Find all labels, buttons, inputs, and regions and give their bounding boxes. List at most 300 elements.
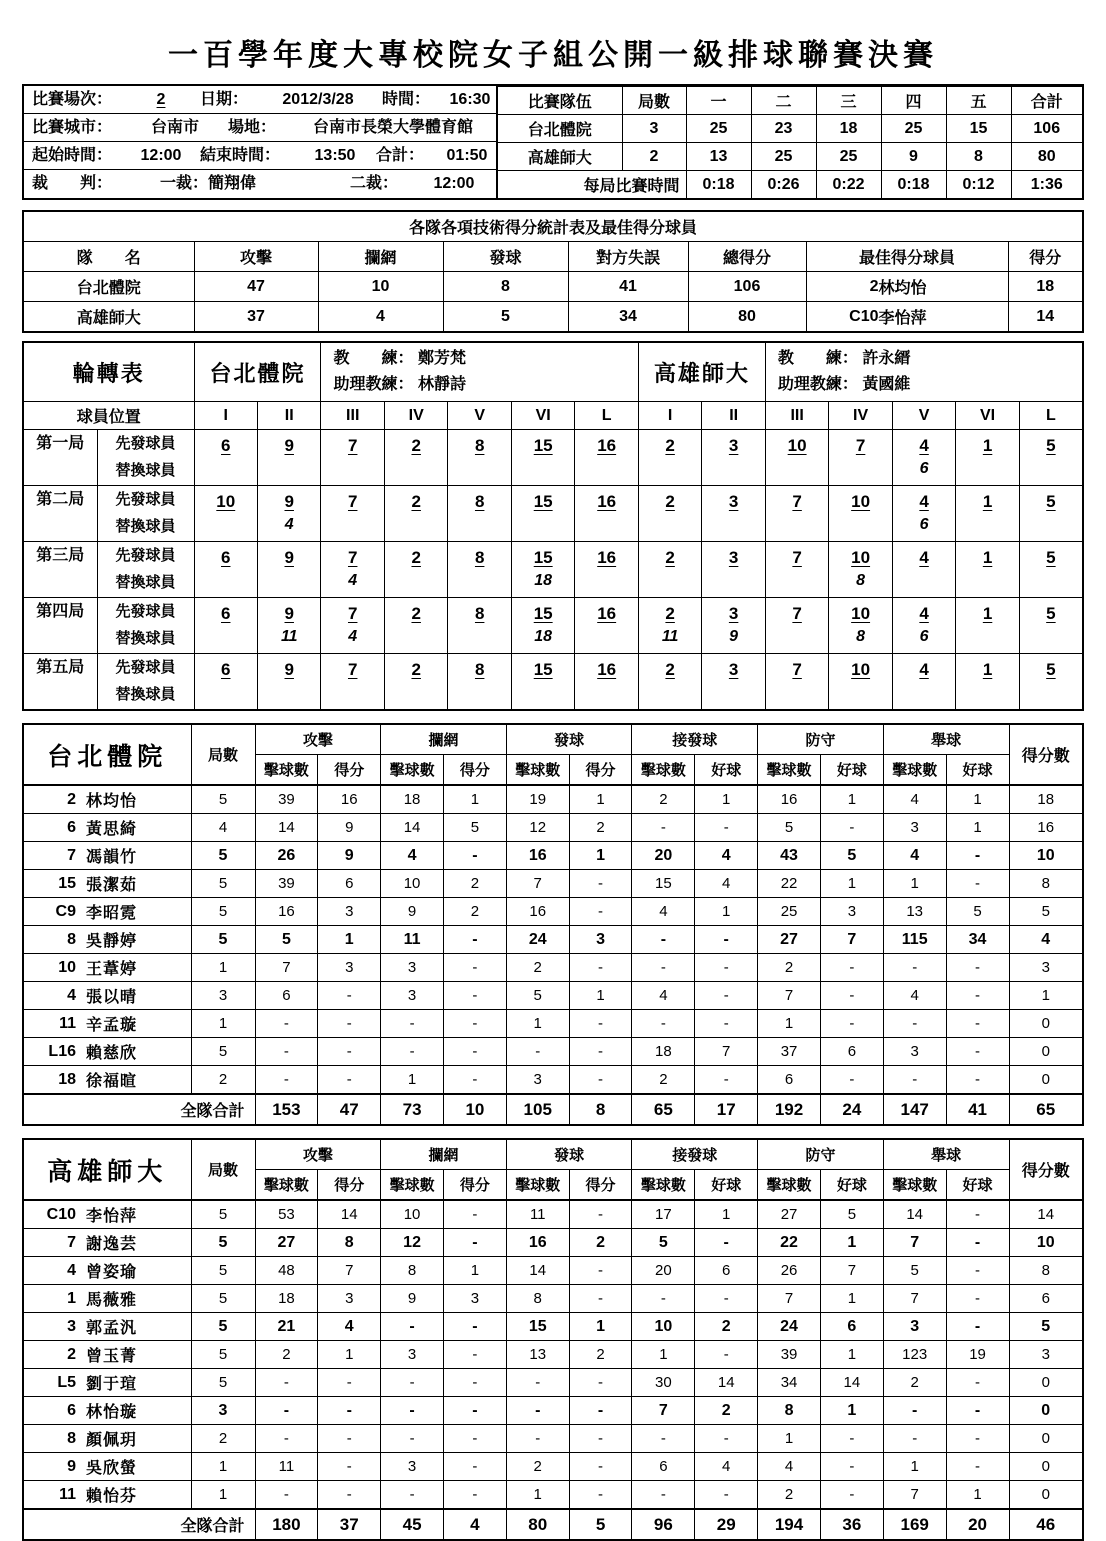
- stat-value: 3: [883, 1038, 946, 1066]
- player-name-cell: [23, 1481, 191, 1510]
- substitute-number: 6: [919, 460, 929, 477]
- stat-value: 3: [443, 1285, 506, 1313]
- stat-value: 3: [569, 926, 632, 954]
- team-stats-table-taipei: [22, 723, 1084, 1126]
- substitute-label: 替換球員: [115, 630, 176, 647]
- player-name-wrap: [24, 900, 191, 923]
- substitute-number: [1020, 515, 1082, 539]
- lineup-position-cell: [258, 654, 321, 711]
- player-name-wrap: [24, 1371, 191, 1394]
- assistant-coach-line: [333, 372, 637, 398]
- stat-value: -: [695, 1341, 758, 1369]
- stat-value: -: [443, 982, 506, 1010]
- player-name: 劉于瑄: [86, 1376, 138, 1393]
- lineup-position-cell: [829, 598, 892, 654]
- player-sets: 5: [191, 898, 255, 926]
- stat-value: 25: [758, 898, 821, 926]
- lineup-cell: [829, 654, 891, 707]
- lineup-cell: [195, 654, 257, 707]
- stat-value: 123: [883, 1341, 946, 1369]
- lineup-cell: [893, 598, 955, 651]
- stat-value: -: [255, 1010, 318, 1038]
- stat-value: 39: [255, 870, 318, 898]
- sets-won: 2: [622, 143, 686, 171]
- player-number: 18: [58, 1070, 76, 1088]
- substitute-number: [766, 459, 828, 483]
- stat-value: 2: [443, 870, 506, 898]
- player-stats-row: [23, 1229, 1083, 1257]
- starter-number: 8: [474, 548, 485, 567]
- substitute-number: [575, 459, 637, 483]
- stat-value: -: [255, 1481, 318, 1510]
- stat-value: -: [946, 1038, 1009, 1066]
- skill-group-header: 發球: [506, 724, 632, 755]
- lineup-position-cell: [1019, 430, 1083, 486]
- team-name: 台北體院: [23, 272, 194, 302]
- coach-cell: [321, 342, 638, 402]
- starter-number: 8: [474, 604, 485, 623]
- summary-col-header: 攔網: [318, 242, 443, 272]
- player-name: 王葦婷: [86, 961, 138, 978]
- starter-number: 3: [728, 436, 739, 455]
- stat-value: 1: [695, 898, 758, 926]
- stat-value: 8: [758, 1397, 821, 1425]
- starter-number: 4: [919, 548, 929, 567]
- stat-value: 2: [632, 1066, 695, 1095]
- player-name-wrap: [24, 1483, 191, 1506]
- stat-value: -: [569, 1369, 632, 1397]
- total-value: 10: [443, 1094, 506, 1125]
- player-stats-row: [23, 1285, 1083, 1313]
- stat-value: -: [632, 954, 695, 982]
- starter-number: 2: [411, 660, 421, 679]
- rotation-set-row: [23, 486, 1083, 542]
- stat-value: 20: [632, 842, 695, 870]
- lineup-cell: [766, 542, 828, 595]
- stat-value: 7: [318, 1257, 381, 1285]
- starter-number: 4: [919, 492, 929, 511]
- stat-value: -: [443, 1425, 506, 1453]
- team-total-row: [23, 1509, 1083, 1540]
- skill-sub-header: 擊球數: [883, 755, 946, 786]
- lineup-cell: [195, 542, 257, 595]
- team-name: 台北體院: [497, 115, 622, 143]
- stat-value: -: [255, 1425, 318, 1453]
- lineup-position-cell: [765, 430, 828, 486]
- starter-number: 10: [851, 492, 871, 511]
- lineup-position-cell: [448, 486, 511, 542]
- player-name-wrap: [24, 1287, 191, 1310]
- stat-value: -: [443, 1481, 506, 1510]
- player-name: 曾姿瑜: [86, 1264, 138, 1281]
- stat-value: 2: [758, 1481, 821, 1510]
- lineup-cell: [702, 430, 764, 483]
- player-sets: 5: [191, 1313, 255, 1341]
- lineup-cell: [575, 654, 637, 707]
- stat-value: 1: [946, 814, 1009, 842]
- best-scorer-cell: [806, 302, 1008, 333]
- player-number: 9: [67, 1457, 76, 1475]
- lineup-cell: [893, 654, 955, 707]
- stat-value: -: [820, 814, 883, 842]
- substitute-number: [448, 683, 510, 707]
- substitute-number: [321, 459, 383, 483]
- player-number: 2: [67, 790, 76, 808]
- starter-number: 16: [597, 660, 617, 679]
- position-header: VI: [511, 402, 574, 430]
- score-col-header: 一: [686, 87, 751, 115]
- lineup-cell: [766, 486, 828, 539]
- lineup-cell: [258, 486, 320, 539]
- player-stats-row: [23, 785, 1083, 814]
- player-points: 8: [1009, 870, 1083, 898]
- stat-value: -: [820, 954, 883, 982]
- stat-value: 6: [632, 1453, 695, 1481]
- starter-number: 7: [792, 548, 802, 567]
- stat-value: 1: [506, 1481, 569, 1510]
- lineup-label-cell: [97, 430, 194, 486]
- stat-value: 5: [820, 1200, 883, 1229]
- stat-value: 5: [506, 982, 569, 1010]
- stat-value: 115: [883, 926, 946, 954]
- rotation-header-row: [23, 342, 1083, 402]
- score-col-header: 合計: [1011, 87, 1082, 115]
- stat-value: -: [443, 842, 506, 870]
- stat-value: 14: [381, 814, 444, 842]
- lineup-position-cell: [511, 598, 574, 654]
- starter-number: 2: [665, 604, 675, 623]
- total-value: 17: [695, 1094, 758, 1125]
- substitute-number: [956, 627, 1018, 651]
- stat-value: 18: [381, 785, 444, 814]
- lineup-cell: [258, 430, 320, 483]
- starter-number: 10: [851, 548, 871, 567]
- starter-label: 先發球員: [115, 659, 176, 676]
- stat-value: -: [318, 1010, 381, 1038]
- substitute-number: 4: [348, 628, 358, 645]
- stat-value: -: [632, 926, 695, 954]
- coach-label: 教 練：: [777, 350, 858, 367]
- stat-value: 12: [381, 1229, 444, 1257]
- document-page: [0, 30, 1106, 1535]
- stat-value: 7: [758, 982, 821, 1010]
- stat-value: -: [569, 1257, 632, 1285]
- attack-points: 37: [194, 302, 318, 333]
- skill-sub-header: 好球: [820, 755, 883, 786]
- skill-sub-header: 擊球數: [758, 1170, 821, 1201]
- lineup-position-cell: [194, 654, 257, 711]
- position-header: I: [638, 402, 701, 430]
- stat-value: 16: [506, 1229, 569, 1257]
- skill-sub-header: 得分: [443, 755, 506, 786]
- lineup-position-cell: [384, 542, 447, 598]
- stat-value: -: [318, 1425, 381, 1453]
- starter-number: 7: [347, 548, 358, 567]
- sets-won: 3: [622, 115, 686, 143]
- player-stats-row: [23, 982, 1083, 1010]
- player-sets: 5: [191, 842, 255, 870]
- player-stats-row: [23, 1257, 1083, 1285]
- player-sets: 1: [191, 1453, 255, 1481]
- lineup-position-cell: [765, 542, 828, 598]
- substitute-number: [575, 515, 637, 539]
- substitute-number: 8: [856, 628, 866, 645]
- substitute-number: [1020, 571, 1082, 595]
- stat-value: 18: [632, 1038, 695, 1066]
- referee1-value: 一裁：簡翔偉: [160, 175, 257, 192]
- referee-label: 裁 判：: [32, 175, 113, 192]
- stat-value: 17: [632, 1200, 695, 1229]
- stat-value: -: [255, 1397, 318, 1425]
- substitute-number: 18: [534, 572, 553, 589]
- position-header: V: [892, 402, 955, 430]
- skill-sub-header: 擊球數: [506, 1170, 569, 1201]
- starter-number: 4: [919, 604, 929, 623]
- stat-value: 1: [758, 1425, 821, 1453]
- venue-label: 場地：: [228, 119, 277, 136]
- stat-value: 13: [883, 898, 946, 926]
- set-time: 0:12: [946, 171, 1011, 199]
- starter-number: 2: [411, 548, 421, 567]
- stat-value: -: [569, 1481, 632, 1510]
- substitute-number: [385, 571, 447, 595]
- position-header: IV: [829, 402, 892, 430]
- stat-value: -: [695, 954, 758, 982]
- starter-number: 10: [851, 604, 871, 623]
- stat-value: 2: [883, 1369, 946, 1397]
- stat-value: -: [506, 1397, 569, 1425]
- score-col-header: 二: [751, 87, 816, 115]
- rotation-set-row: [23, 654, 1083, 711]
- stat-value: -: [569, 1425, 632, 1453]
- stat-value: 9: [381, 1285, 444, 1313]
- lineup-position-cell: [575, 542, 638, 598]
- substitute-number: [575, 571, 637, 595]
- stat-value: -: [883, 1425, 946, 1453]
- coach-name: 鄭芳梵: [413, 350, 466, 367]
- team-name: 高雄師大: [23, 302, 194, 333]
- lineup-position-cell: [829, 542, 892, 598]
- best-scorer: [807, 275, 1008, 298]
- assistant-coach-name: 黃國維: [857, 376, 911, 393]
- stat-value: 39: [758, 1341, 821, 1369]
- lineup-position-cell: [511, 486, 574, 542]
- player-stats-row: [23, 954, 1083, 982]
- player-name-wrap: [24, 1315, 191, 1338]
- stat-value: 2: [632, 785, 695, 814]
- skill-sub-header: 好球: [695, 755, 758, 786]
- stat-value: -: [381, 1425, 444, 1453]
- lineup-cell: [321, 654, 383, 707]
- stats-header-row: [23, 1139, 1083, 1170]
- match-no-value: 2: [156, 91, 166, 108]
- stat-value: 1: [820, 870, 883, 898]
- player-stats-row: [23, 898, 1083, 926]
- stat-value: 27: [255, 1229, 318, 1257]
- stat-value: -: [695, 1229, 758, 1257]
- stat-value: 22: [758, 870, 821, 898]
- lineup-labels: [98, 654, 194, 708]
- player-name-wrap: [24, 1068, 191, 1091]
- substitute-number: 6: [919, 516, 929, 533]
- player-number: 8: [67, 930, 76, 948]
- substitute-number: [829, 459, 891, 483]
- stat-value: 26: [255, 842, 318, 870]
- player-name: 郭孟汎: [86, 1320, 138, 1337]
- player-name: 張潔茹: [86, 877, 138, 894]
- set-score: 106: [1011, 115, 1082, 143]
- starter-number: 7: [347, 492, 358, 511]
- lineup-cell: [448, 654, 510, 707]
- position-header: I: [194, 402, 257, 430]
- player-points: 3: [1009, 954, 1083, 982]
- best-scorer-points: 14: [1008, 302, 1083, 333]
- stat-value: 7: [758, 1285, 821, 1313]
- lineup-cell: [702, 542, 764, 595]
- substitute-number: [321, 683, 383, 707]
- starter-number: 2: [665, 548, 675, 567]
- player-stats-row: [23, 1038, 1083, 1066]
- player-name-cell: [23, 814, 191, 842]
- stat-value: 5: [758, 814, 821, 842]
- stat-value: -: [883, 1010, 946, 1038]
- stat-value: -: [820, 1066, 883, 1095]
- starter-number: 15: [533, 548, 553, 567]
- starter-number: 9: [284, 604, 294, 623]
- skill-sub-header: 擊球數: [506, 755, 569, 786]
- opponent-error-points: 34: [568, 302, 688, 333]
- stat-value: 4: [318, 1313, 381, 1341]
- player-name-wrap: [24, 1203, 191, 1226]
- summary-col-header: 發球: [443, 242, 568, 272]
- substitute-label: 替換球員: [115, 518, 176, 535]
- stat-value: -: [695, 1066, 758, 1095]
- starter-number: 10: [787, 436, 807, 455]
- starter-number: 9: [284, 492, 294, 511]
- lineup-cell: [258, 654, 320, 707]
- skill-sub-header: 得分: [443, 1170, 506, 1201]
- lineup-cell: [321, 430, 383, 483]
- end-time-value: 13:50: [314, 147, 356, 164]
- summary-header-row: [23, 242, 1083, 272]
- lineup-position-cell: [829, 486, 892, 542]
- duration-value: 01:50: [446, 147, 488, 164]
- lineup-cell: [321, 598, 383, 651]
- stat-value: -: [255, 1038, 318, 1066]
- stat-value: 1: [443, 785, 506, 814]
- rotation-set-row: [23, 542, 1083, 598]
- player-name: 謝逸芸: [86, 1236, 138, 1253]
- starter-number: 15: [533, 492, 553, 511]
- starter-number: 9: [284, 660, 294, 679]
- set-score: 25: [751, 143, 816, 171]
- starter-number: 5: [1046, 492, 1056, 511]
- stat-value: -: [318, 1481, 381, 1510]
- player-points: 0: [1009, 1066, 1083, 1095]
- score-col-header: 比賽隊伍: [497, 87, 622, 115]
- player-name-wrap: [24, 928, 191, 951]
- player-name: 林怡璇: [86, 1404, 138, 1421]
- stat-value: -: [946, 1010, 1009, 1038]
- stat-value: 1: [632, 1341, 695, 1369]
- stat-value: -: [569, 954, 632, 982]
- lineup-cell: [512, 430, 574, 483]
- stat-value: -: [946, 1229, 1009, 1257]
- player-sets: 3: [191, 1397, 255, 1425]
- lineup-position-cell: [765, 486, 828, 542]
- player-points: 5: [1009, 898, 1083, 926]
- match-info-row: [24, 113, 496, 141]
- total-value: 47: [318, 1094, 381, 1125]
- stat-value: 1: [820, 785, 883, 814]
- stat-value: 2: [443, 898, 506, 926]
- stat-value: -: [255, 1066, 318, 1095]
- player-stats-row: [23, 926, 1083, 954]
- player-stats-row: [23, 1369, 1083, 1397]
- stat-value: 14: [695, 1369, 758, 1397]
- set-score: 25: [686, 115, 751, 143]
- substitute-number: [385, 627, 447, 651]
- stat-value: 4: [381, 842, 444, 870]
- skill-group-header: 接發球: [632, 724, 758, 755]
- lineup-cell: [956, 654, 1018, 707]
- team-total-label: 全隊合計: [23, 1094, 255, 1125]
- substitute-number: [829, 515, 891, 539]
- starter-number: 1: [982, 604, 993, 623]
- substitute-number: 6: [919, 628, 929, 645]
- score-col-header: 四: [881, 87, 946, 115]
- starter-number: 16: [597, 492, 617, 511]
- stat-value: 48: [255, 1257, 318, 1285]
- stat-value: -: [381, 1481, 444, 1510]
- stat-value: 5: [255, 926, 318, 954]
- stat-value: 2: [569, 1229, 632, 1257]
- lineup-label-cell: [97, 542, 194, 598]
- score-team-row: [497, 115, 1082, 143]
- player-name-cell: [23, 1066, 191, 1095]
- stat-value: 10: [381, 1200, 444, 1229]
- player-points: 16: [1009, 814, 1083, 842]
- total-value: 169: [883, 1509, 946, 1540]
- stat-value: 24: [758, 1313, 821, 1341]
- best-scorer-points: 18: [1008, 272, 1083, 302]
- skill-group-header: 攔網: [381, 1139, 507, 1170]
- lineup-cell: [1020, 430, 1082, 483]
- skill-sub-header: 好球: [946, 755, 1009, 786]
- coach-line: [333, 346, 637, 372]
- summary-col-header: 最佳得分球員: [806, 242, 1008, 272]
- set-time-label: 每局比賽時間: [497, 171, 686, 199]
- stat-value: 5: [632, 1229, 695, 1257]
- lineup-position-cell: [194, 486, 257, 542]
- start-time-value: 12:00: [140, 147, 182, 164]
- skill-group-header: 舉球: [883, 1139, 1009, 1170]
- starter-number: 16: [597, 548, 617, 567]
- time-label: 時間：: [382, 91, 431, 108]
- player-sets: 5: [191, 1200, 255, 1229]
- player-name-cell: [23, 1038, 191, 1066]
- player-name-cell: [23, 1397, 191, 1425]
- substitute-number: [1020, 627, 1082, 651]
- team-name: 高雄師大: [497, 143, 622, 171]
- substitute-number: [448, 515, 510, 539]
- lineup-position-cell: [384, 486, 447, 542]
- stat-value: -: [443, 1313, 506, 1341]
- substitute-number: [702, 459, 764, 483]
- substitute-number: [258, 459, 320, 483]
- stat-value: 1: [569, 982, 632, 1010]
- stat-value: -: [946, 1200, 1009, 1229]
